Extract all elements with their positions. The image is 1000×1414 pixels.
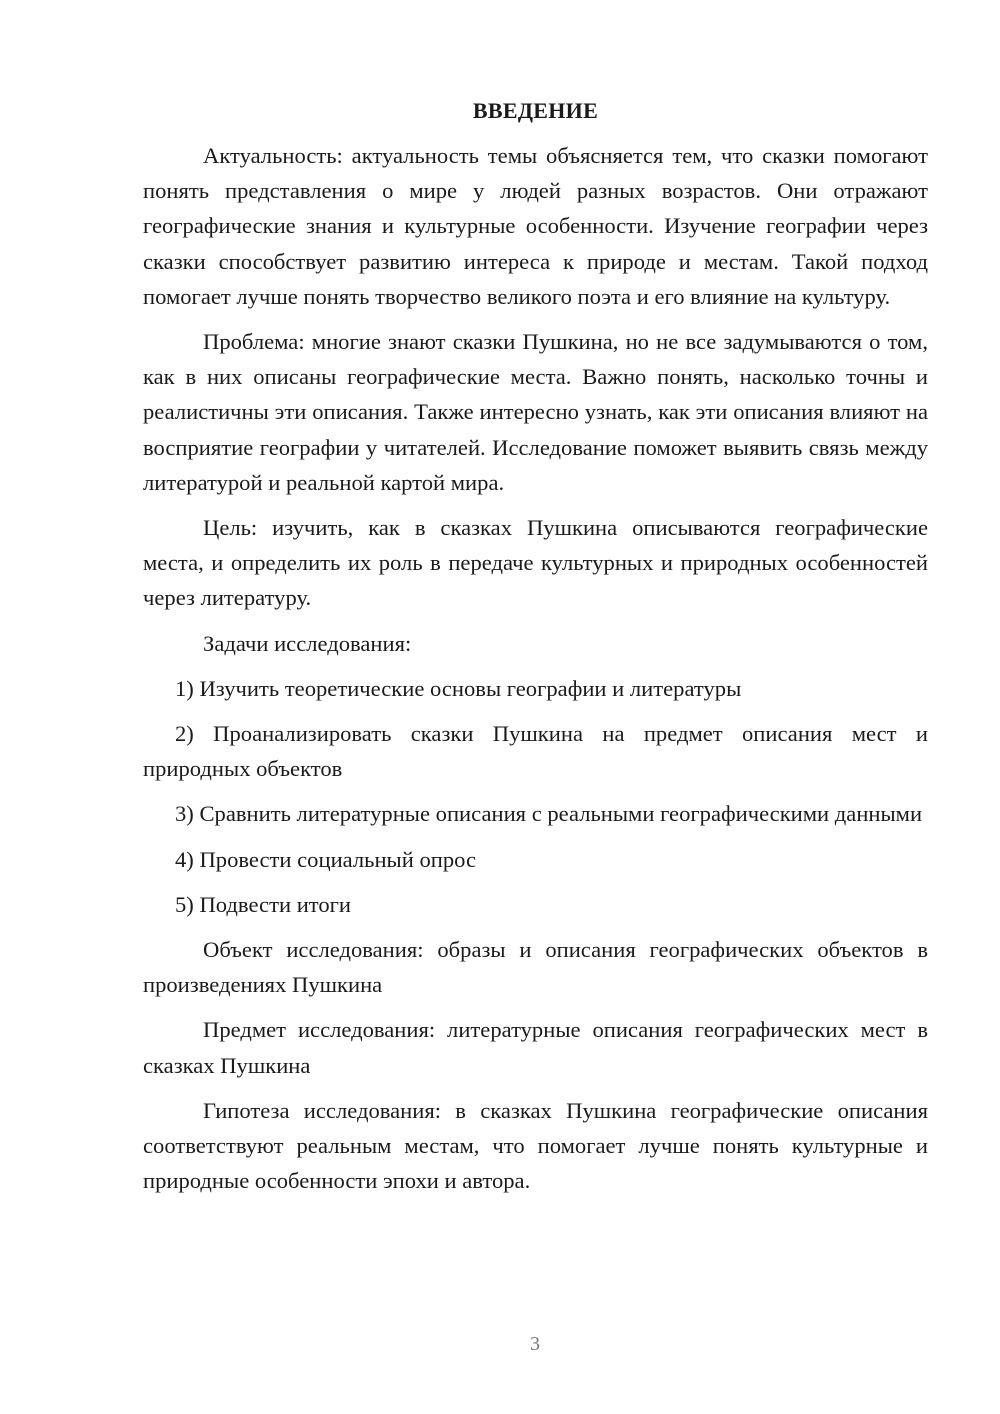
tasks-title: Задачи исследования: (203, 630, 412, 656)
document-page (143, 96, 928, 1208)
problem-paragraph: Проблема: многие знают сказки Пушкина, но не все задумываются о том, как в них описаны географические места. Важно понять, насколько точны и реалистичны эти описания. Также интересно узнать, как эти описания влияют на восприятие географии у читателей. Исследование поможет выявить связь между литературой и реальной картой мира. (143, 329, 928, 495)
task-item-2: 2) Проанализировать сказки Пушкина на предмет описания мест и природных объектов (143, 721, 928, 782)
task-item-1: 1) Изучить теоретические основы географии и литературы (175, 675, 742, 701)
hypothesis-paragraph: Гипотеза исследования: в сказках Пушкина географические описания соответствуют реальным местам, что помогает лучше понять культурные и природные особенности эпохи и автора. (143, 1097, 928, 1194)
task-item-3: 3) Сравнить литературные описания с реальными географическими данными (175, 801, 923, 827)
section-heading: ВВЕДЕНИЕ (472, 98, 599, 123)
task-item-4: 4) Провести социальный опрос (175, 846, 477, 872)
object-paragraph: Объект исследования: образы и описания географических объектов в произведениях Пушкина (143, 937, 928, 998)
subject-paragraph: Предмет исследования: литературные описания географических мест в сказках Пушкина (143, 1017, 928, 1078)
goal-paragraph: Цель: изучить, как в сказках Пушкина описываются географические места, и определить их роль в передаче культурных и природных особенностей через литературу. (143, 515, 928, 611)
page-number: 3 (530, 1333, 540, 1355)
relevance-paragraph: Актуальность: актуальность темы объясняется тем, что сказки помогают понять представления о мире у людей разных возрастов. Они отражают географические знания и культурные особенности. Изучение географии через сказки способствует развитию интереса к природе и местам. Такой подход помогает лучше понять творчество великого поэта и его влияние на культуру. (143, 143, 928, 309)
task-item-5: 5) Подвести итоги (175, 891, 352, 917)
